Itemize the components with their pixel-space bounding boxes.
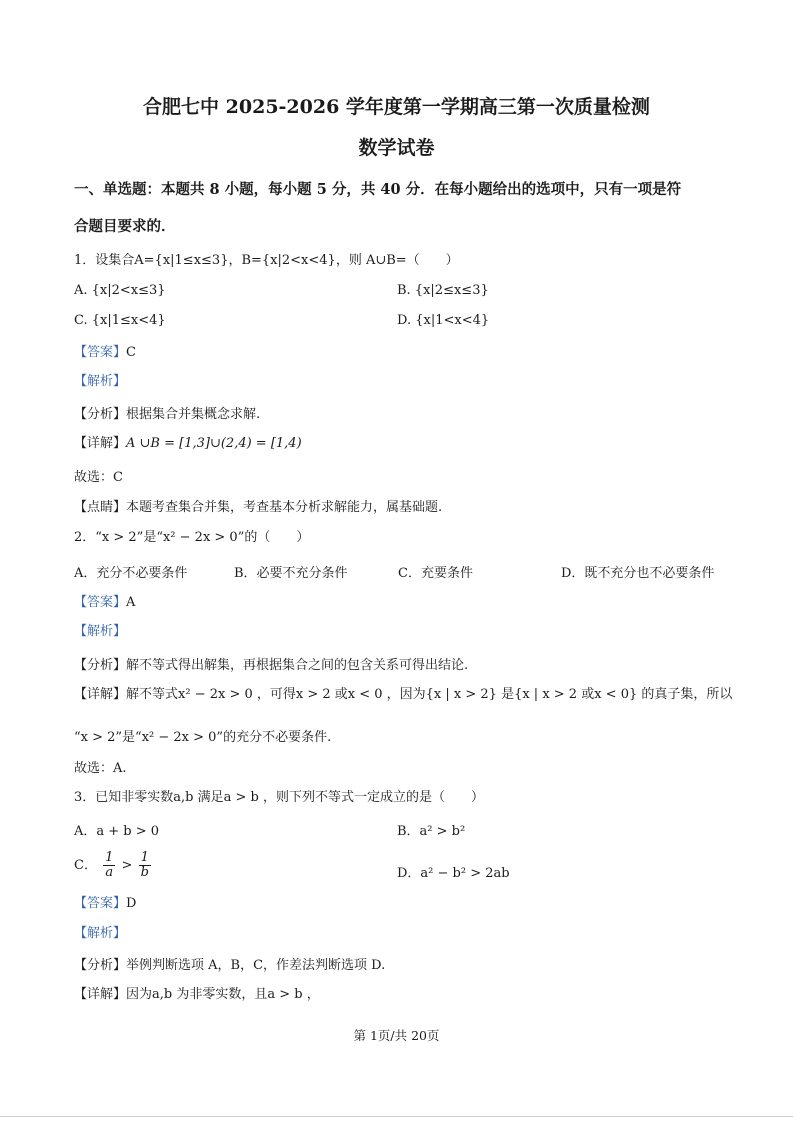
q3-option-c-frac-b: $\frac{1}{b}$ (140, 850, 149, 880)
q2-answer-row (74, 594, 135, 612)
q1-option-c: C. {x|1≤x<4} (74, 313, 166, 328)
q3-detail-row (74, 986, 320, 1004)
fenxi-tag: 【分析】 (74, 658, 127, 673)
q2-analysis-row (74, 623, 126, 641)
q1-fenxi-row (74, 406, 260, 424)
q1-fenxi: 根据集合并集概念求解. (126, 407, 261, 422)
q3-stem: 3．已知非零实数a,b 满足a > b ，则下列不等式一定成立的是（ ） (74, 790, 484, 805)
q2-option-a: A．充分不必要条件 (74, 566, 188, 581)
fenxi-tag: 【分析】 (74, 407, 127, 422)
q3-fenxi-row (74, 957, 385, 975)
detail-tag: 【详解】 (74, 687, 127, 702)
q2-answer: A (126, 595, 136, 610)
q3-detail: 因为a,b 为非零实数，且a > b ， (126, 987, 320, 1002)
section-heading-line1: 一、单选题：本题共 8 小题，每小题 5 分，共 40 分．在每小题给出的选项中，只有一项是符 (74, 181, 682, 198)
q3-option-b: B．a² > b² (397, 824, 466, 839)
q2-stem: 2．“x > 2”是“x² − 2x > 0”的（ ） (74, 530, 310, 545)
detail-tag: 【详解】 (74, 436, 127, 451)
q1-answer-row (74, 344, 136, 362)
q3-option-a: A．a + b > 0 (74, 824, 160, 839)
q1-choice: 故选：C (74, 470, 123, 485)
q1-analysis-row (74, 373, 126, 391)
q3-answer-row (74, 895, 136, 913)
q1-option-d: D. {x|1<x<4} (397, 313, 490, 328)
q3-option-c: C． $\frac{1}{a}$ > $\frac{1}{b}$ (74, 850, 149, 880)
q1-option-a: A. {x|2<x≤3} (74, 283, 166, 298)
page-subtitle: 数学试卷 (358, 137, 435, 159)
bottom-divider (0, 1116, 793, 1117)
page-title: 合肥七中 2025-2026 学年度第一学期高三第一次质量检测 (143, 96, 650, 118)
q2-choice: 故选：A. (74, 761, 127, 776)
q1-stem: 1．设集合A={x|1≤x≤3}，B={x|2<x<4}，则 A∪B=（ ） (74, 253, 459, 268)
q1-option-b: B. {x|2≤x≤3} (397, 283, 489, 298)
answer-tag: 【答案】 (74, 595, 127, 610)
analysis-tag: 【解析】 (74, 374, 127, 389)
q3-option-c-frac-a: $\frac{1}{a}$ (105, 850, 114, 880)
q2-detail-1: 解不等式x² − 2x > 0 ，可得x > 2 或x < 0 ，因为{x | x > 2} 是{x | x > 2 或x < 0} 的真子集，所以 (126, 687, 733, 702)
q3-option-c-label: C． (74, 858, 97, 873)
q3-fenxi: 举例判断选项 A，B，C，作差法判断选项 D. (126, 958, 386, 973)
q2-option-b: B．必要不充分条件 (234, 566, 348, 581)
answer-tag: 【答案】 (74, 345, 127, 360)
dianjing-tag: 【点睛】 (74, 500, 127, 515)
analysis-tag: 【解析】 (74, 926, 127, 941)
q2-option-c: C．充要条件 (398, 566, 473, 581)
fenxi-tag: 【分析】 (74, 958, 127, 973)
q1-detail: A ∪B = [1,3]∪(2,4) = [1,4) (126, 436, 302, 451)
q1-dianjing: 本题考查集合并集，考查基本分析求解能力，属基础题. (126, 500, 443, 515)
q3-option-d: D．a² − b² > 2ab (397, 866, 510, 881)
q2-fenxi-row (74, 657, 468, 675)
page-footer: 第 1页/共 20页 (353, 1028, 440, 1043)
analysis-tag: 【解析】 (74, 624, 127, 639)
section-heading-line2: 合题目要求的． (74, 218, 176, 235)
detail-tag: 【详解】 (74, 987, 127, 1002)
q3-analysis-row (74, 925, 126, 943)
q1-answer: C (126, 345, 136, 360)
answer-tag: 【答案】 (74, 896, 127, 911)
q1-detail-row (74, 435, 302, 453)
q2-option-d: D．既不充分也不必要条件 (561, 566, 715, 581)
q2-detail-row-1 (74, 686, 732, 704)
q2-detail-2: “x > 2”是“x² − 2x > 0”的充分不必要条件. (74, 730, 332, 745)
q1-dianjing-row (74, 499, 442, 517)
q2-fenxi: 解不等式得出解集，再根据集合之间的包含关系可得出结论. (126, 658, 469, 673)
q3-answer: D (126, 896, 137, 911)
